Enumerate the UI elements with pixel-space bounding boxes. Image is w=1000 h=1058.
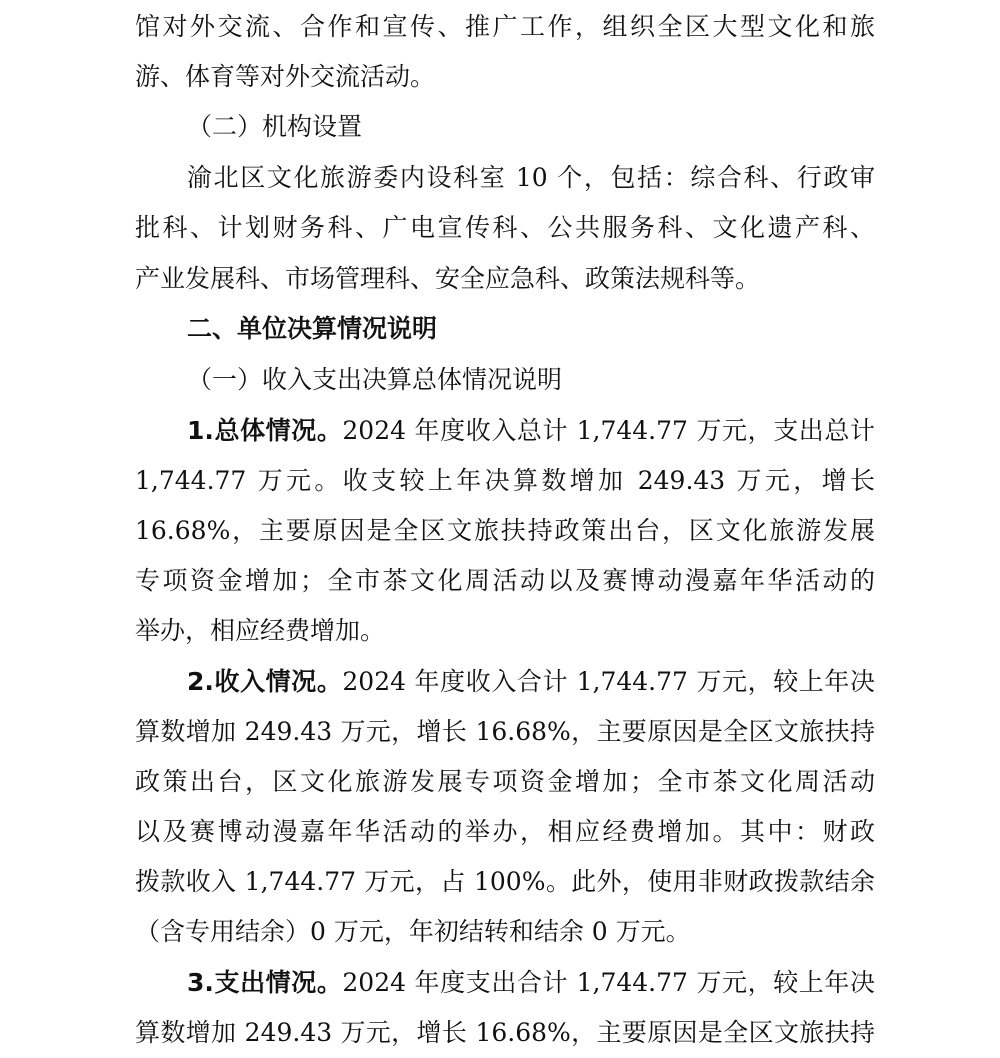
body-line: 1,744.77 万元。收支较上年决算数增加 249.43 万元，增长 xyxy=(135,466,875,495)
body-line: 16.68%，主要原因是全区文旅扶持政策出台，区文化旅游发展 xyxy=(135,516,875,545)
paragraph-text: 2024 年度收入合计 1,744.77 万元，较上年决 xyxy=(342,667,875,696)
paragraph-text: 2024 年度收入总计 1,744.77 万元，支出总计 xyxy=(342,416,875,445)
body-line: 游、体育等对外交流活动。 xyxy=(135,62,436,91)
body-line: 算数增加 249.43 万元，增长 16.68%，主要原因是全区文旅扶持 xyxy=(135,717,875,746)
paragraph-line xyxy=(187,958,875,1008)
runin-heading-income: 2.收入情况。 xyxy=(187,667,343,696)
section-heading: 二、单位决算情况说明 xyxy=(187,314,438,343)
subsection-heading: （一）收入支出决算总体情况说明 xyxy=(187,365,563,394)
paragraph-line xyxy=(187,657,875,707)
body-line: （含专用结余）0 万元，年初结转和结余 0 万元。 xyxy=(135,917,691,946)
runin-heading-expenditure: 3.支出情况。 xyxy=(187,968,343,997)
body-line: 馆对外交流、合作和宣传、推广工作，组织全区大型文化和旅 xyxy=(135,12,875,41)
body-line: 以及赛博动漫嘉年华活动的举办，相应经费增加。其中：财政 xyxy=(135,817,875,846)
body-line: 专项资金增加；全市茶文化周活动以及赛博动漫嘉年华活动的 xyxy=(135,566,875,595)
runin-heading-overall: 1.总体情况。 xyxy=(187,416,343,445)
body-line: 批科、计划财务科、广电宣传科、公共服务科、文化遗产科、 xyxy=(135,213,875,242)
paragraph-line xyxy=(187,406,875,456)
paragraph-text: 2024 年度支出合计 1,744.77 万元，较上年决 xyxy=(342,968,875,997)
body-line: 算数增加 249.43 万元，增长 16.68%，主要原因是全区文旅扶持 xyxy=(135,1018,875,1047)
body-line: 产业发展科、市场管理科、安全应急科、政策法规科等。 xyxy=(135,264,761,293)
body-line: 政策出台，区文化旅游发展专项资金增加；全市茶文化周活动 xyxy=(135,767,875,796)
body-line: 渝北区文化旅游委内设科室 10 个，包括：综合科、行政审 xyxy=(187,163,875,192)
body-line: 拨款收入 1,744.77 万元，占 100%。此外，使用非财政拨款结余 xyxy=(135,867,875,896)
body-line: 举办，相应经费增加。 xyxy=(135,616,386,645)
subsection-heading: （二）机构设置 xyxy=(187,112,363,141)
